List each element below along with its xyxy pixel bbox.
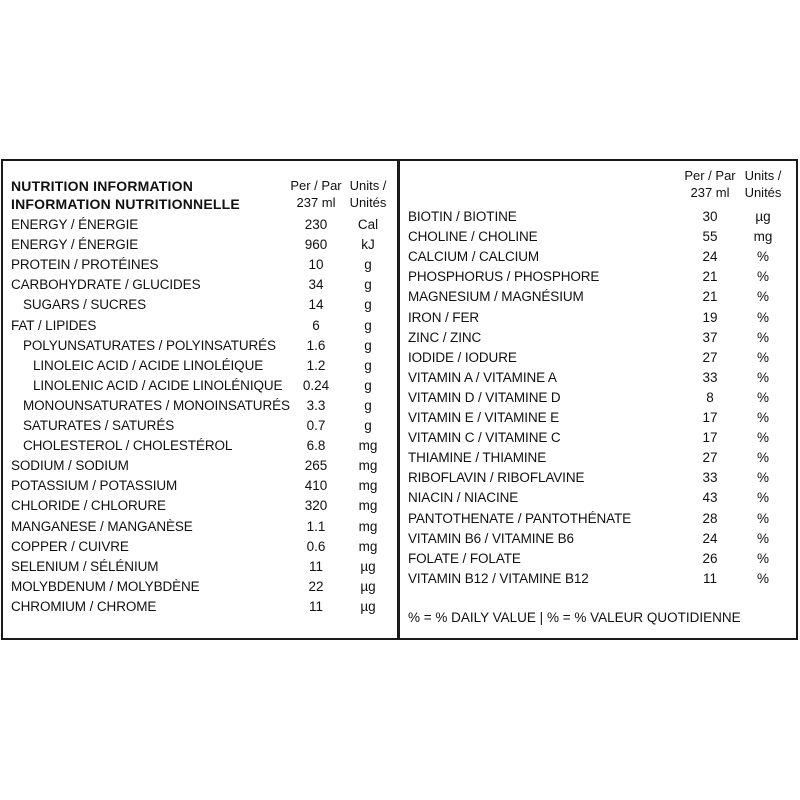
nutrient-label: ENERGY / ÉNERGIE bbox=[11, 217, 139, 232]
units-header bbox=[343, 177, 393, 211]
nutrient-label: CARBOHYDRATE / GLUCIDES bbox=[11, 277, 201, 293]
per-header bbox=[281, 177, 351, 211]
nutrient-label: COPPER / CUIVRE bbox=[11, 538, 129, 554]
nutrient-unit: mg bbox=[753, 229, 773, 245]
nutrient-unit: g bbox=[364, 317, 372, 333]
nutrient-label: MAGNESIUM / MAGNÉSIUM bbox=[408, 289, 584, 305]
nutrient-value: 22 bbox=[308, 578, 324, 594]
left-column bbox=[3, 161, 397, 638]
nutrient-unit: % bbox=[756, 550, 769, 566]
nutrient-label: MONOUNSATURATES / MONOINSATURÉS bbox=[23, 397, 290, 413]
nutrient-label: MANGANESE / MANGANÈSE bbox=[11, 518, 193, 534]
nutrient-unit: µg bbox=[360, 598, 376, 614]
nutrient-label: CALCIUM / CALCIUM bbox=[408, 249, 540, 265]
nutrient-label: VITAMIN D / VITAMINE D bbox=[408, 389, 561, 405]
nutrient-label: ZINC / ZINC bbox=[408, 329, 482, 345]
nutrient-label: CHLORIDE / CHLORURE bbox=[11, 498, 166, 514]
nutrient-unit: g bbox=[364, 297, 372, 313]
nutrient-label: POTASSIUM / POTASSIUM bbox=[11, 478, 178, 494]
nutrient-label: PHOSPHORUS / PHOSPHORE bbox=[408, 269, 600, 285]
nutrient-unit: g bbox=[364, 257, 372, 273]
nutrient-unit: g bbox=[364, 337, 372, 353]
nutrient-label: RIBOFLAVIN / RIBOFLAVINE bbox=[408, 470, 585, 486]
nutrient-unit: % bbox=[756, 329, 769, 345]
nutrient-value: 8 bbox=[706, 389, 714, 405]
nutrient-unit: mg bbox=[358, 538, 378, 554]
nutrient-value: 21 bbox=[702, 289, 718, 305]
nutrient-value: 26 bbox=[702, 550, 718, 566]
nutrient-label: IRON / FER bbox=[408, 309, 480, 325]
nutrient-value: 11 bbox=[308, 558, 323, 574]
nutrient-label: SUGARS / SUCRES bbox=[23, 297, 147, 313]
nutrient-value: 34 bbox=[308, 277, 324, 293]
nutrient-value: 27 bbox=[702, 349, 718, 365]
nutrient-label: PANTOTHENATE / PANTOTHÉNATE bbox=[408, 510, 632, 526]
nutrient-value: 960 bbox=[304, 237, 328, 253]
nutrient-unit: g bbox=[364, 397, 372, 413]
nutrient-value: 24 bbox=[702, 530, 718, 546]
nutrient-label: BIOTIN / BIOTINE bbox=[408, 209, 517, 224]
daily-value-footnote: % = % DAILY VALUE | % = % VALEUR QUOTIDIENNE bbox=[408, 610, 741, 625]
nutrient-value: 0.7 bbox=[306, 418, 326, 433]
nutrient-value: 28 bbox=[702, 510, 718, 526]
units-header-line-1: Units / bbox=[349, 178, 387, 193]
title-en: NUTRITION INFORMATION bbox=[11, 178, 194, 194]
nutrient-value: 33 bbox=[702, 369, 718, 385]
nutrient-unit: g bbox=[364, 377, 372, 393]
nutrient-label: CHOLESTEROL / CHOLESTÉROL bbox=[23, 438, 233, 454]
nutrient-unit: % bbox=[756, 530, 769, 546]
nutrient-value: 1.2 bbox=[306, 357, 326, 373]
nutrient-value: 410 bbox=[304, 478, 328, 494]
nutrient-label: NIACIN / NIACINE bbox=[408, 490, 519, 506]
nutrient-value: 3.3 bbox=[306, 397, 326, 413]
nutrient-unit: Cal bbox=[357, 217, 379, 232]
nutrient-label: THIAMINE / THIAMINE bbox=[408, 450, 547, 466]
nutrient-unit: g bbox=[364, 418, 372, 433]
nutrient-value: 0.24 bbox=[302, 377, 330, 393]
nutrient-value: 27 bbox=[702, 450, 718, 466]
nutrient-label: POLYUNSATURATES / POLYINSATURÉS bbox=[23, 337, 276, 353]
nutrient-unit: % bbox=[756, 470, 769, 486]
nutrient-value: 17 bbox=[702, 430, 718, 446]
nutrient-value: 1.1 bbox=[306, 518, 326, 534]
nutrient-value: 24 bbox=[702, 249, 718, 265]
nutrient-value: 14 bbox=[308, 297, 324, 313]
nutrient-value: 6.8 bbox=[306, 438, 326, 454]
nutrient-label: FOLATE / FOLATE bbox=[408, 550, 521, 566]
nutrient-value: 265 bbox=[304, 458, 328, 474]
nutrient-value: 11 bbox=[308, 598, 323, 614]
nutrient-label: FAT / LIPIDES bbox=[11, 317, 97, 333]
per-header-right-line-2: 237 ml bbox=[690, 185, 730, 200]
nutrient-label: IODIDE / IODURE bbox=[408, 349, 517, 365]
nutrient-value: 230 bbox=[304, 217, 328, 232]
nutrient-label: LINOLENIC ACID / ACIDE LINOLÉNIQUE bbox=[33, 377, 283, 393]
nutrient-value: 19 bbox=[702, 309, 718, 325]
nutrient-unit: % bbox=[756, 490, 769, 506]
nutrient-value: 33 bbox=[702, 470, 718, 486]
nutrient-label: VITAMIN C / VITAMINE C bbox=[408, 430, 561, 446]
nutrient-label: VITAMIN B12 / VITAMINE B12 bbox=[408, 570, 589, 586]
title-fr: INFORMATION NUTRITIONNELLE bbox=[11, 196, 240, 212]
nutrient-unit: kJ bbox=[361, 237, 375, 253]
nutrient-unit: g bbox=[364, 277, 372, 293]
nutrient-unit: % bbox=[756, 269, 769, 285]
nutrient-value: 6 bbox=[312, 317, 320, 333]
nutrient-label: LINOLEIC ACID / ACIDE LINOLÉIQUE bbox=[33, 357, 264, 373]
nutrient-unit: mg bbox=[358, 498, 378, 514]
nutrient-unit: % bbox=[756, 349, 769, 365]
nutrient-unit: % bbox=[756, 389, 769, 405]
per-header-right-line-1: Per / Par bbox=[684, 168, 736, 183]
nutrient-unit: g bbox=[364, 357, 372, 373]
nutrient-unit: % bbox=[756, 289, 769, 305]
nutrient-unit: mg bbox=[358, 458, 378, 474]
units-header-right-line-2: Unités bbox=[744, 185, 782, 200]
nutrient-unit: mg bbox=[358, 518, 378, 534]
nutrient-unit: % bbox=[756, 510, 769, 526]
nutrient-unit: % bbox=[756, 430, 769, 446]
nutrient-unit: µg bbox=[360, 558, 376, 574]
nutrient-value: 0.6 bbox=[306, 538, 326, 554]
nutrient-value: 17 bbox=[702, 410, 718, 425]
per-header-line-2: 237 ml bbox=[296, 195, 336, 210]
nutrient-unit: % bbox=[756, 410, 769, 425]
nutrient-unit: % bbox=[756, 570, 769, 586]
nutrient-value: 11 bbox=[702, 570, 717, 586]
nutrient-value: 10 bbox=[308, 257, 324, 273]
nutrient-value: 30 bbox=[702, 209, 718, 224]
nutrient-unit: % bbox=[756, 249, 769, 265]
nutrient-label: SELENIUM / SÉLÉNIUM bbox=[11, 558, 159, 574]
nutrient-label: SODIUM / SODIUM bbox=[11, 458, 129, 474]
nutrient-value: 37 bbox=[702, 329, 718, 345]
nutrient-unit: % bbox=[756, 309, 769, 325]
nutrient-value: 55 bbox=[702, 229, 718, 245]
nutrient-label: CHOLINE / CHOLINE bbox=[408, 229, 538, 245]
nutrient-label: MOLYBDENUM / MOLYBDÈNE bbox=[11, 578, 200, 594]
per-header-line-1: Per / Par bbox=[290, 178, 342, 193]
nutrient-label: SATURATES / SATURÉS bbox=[23, 418, 175, 433]
nutrient-value: 21 bbox=[702, 269, 718, 285]
nutrition-panel bbox=[1, 159, 798, 640]
nutrient-label: ENERGY / ÉNERGIE bbox=[11, 237, 139, 253]
nutrient-unit: % bbox=[756, 450, 769, 466]
right-column bbox=[400, 161, 796, 638]
units-header-line-2: Unités bbox=[349, 195, 387, 210]
nutrient-label: VITAMIN E / VITAMINE E bbox=[408, 410, 560, 425]
nutrient-unit: µg bbox=[755, 209, 771, 224]
nutrient-label: CHROMIUM / CHROME bbox=[11, 598, 157, 614]
nutrient-unit: µg bbox=[360, 578, 376, 594]
nutrient-unit: mg bbox=[358, 438, 378, 454]
nutrient-label: PROTEIN / PROTÉINES bbox=[11, 257, 159, 273]
nutrient-value: 1.6 bbox=[306, 337, 326, 353]
nutrient-unit: mg bbox=[358, 478, 378, 494]
nutrient-label: VITAMIN A / VITAMINE A bbox=[408, 369, 557, 385]
nutrient-label: VITAMIN B6 / VITAMINE B6 bbox=[408, 530, 574, 546]
units-header-right-line-1: Units / bbox=[744, 168, 782, 183]
nutrient-value: 320 bbox=[304, 498, 328, 514]
nutrient-value: 43 bbox=[702, 490, 718, 506]
nutrient-unit: % bbox=[756, 369, 769, 385]
units-header-right bbox=[735, 167, 791, 201]
